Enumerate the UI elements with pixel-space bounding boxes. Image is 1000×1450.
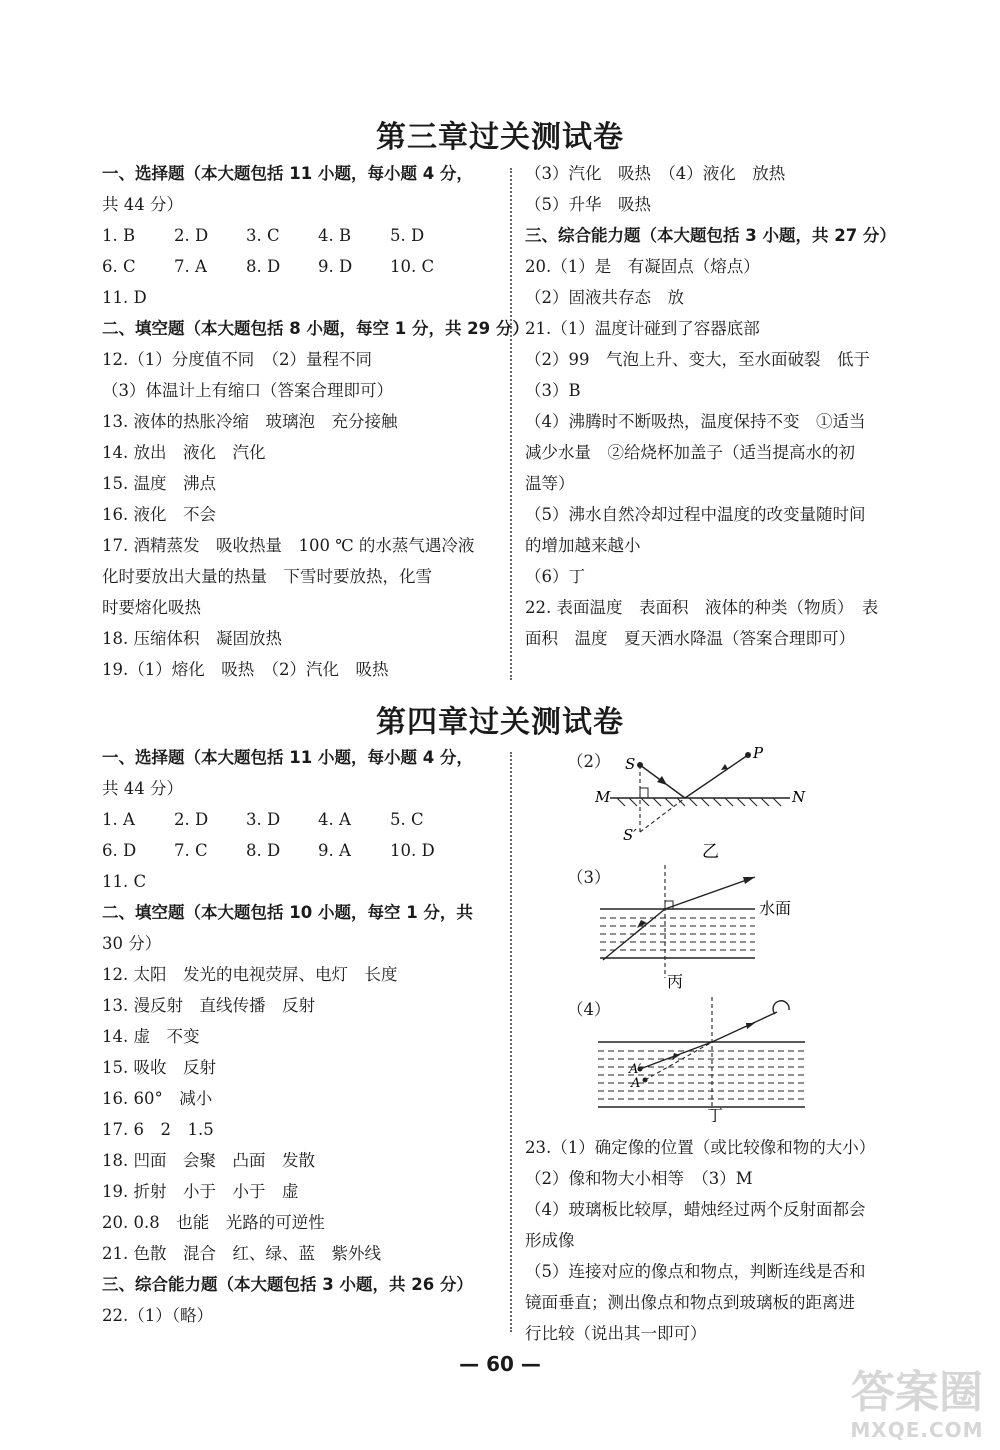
watermark-bottom: MXQE.COM: [850, 1418, 984, 1442]
answer-line: 14. 放出 液化 汽化: [102, 443, 266, 462]
answer-choice: 8. D: [246, 257, 281, 276]
answer-choice: 4. B: [318, 226, 352, 245]
answer-line: 镜面垂直；测出像点和物点到玻璃板的距离进: [525, 1293, 855, 1312]
answer-grid-row: [102, 808, 462, 832]
answer-choice: 1. B: [102, 226, 136, 245]
answer-line: 12.（1）分度值不同 （2）量程不同: [102, 350, 372, 369]
figure3-number: （3）: [567, 868, 611, 887]
answer-line: 三、综合能力题（本大题包括 3 小题，共 27 分）: [525, 226, 896, 245]
answer-line: 21.（1）温度计碰到了容器底部: [525, 319, 760, 338]
answer-line: 面积 温度 夏天洒水降温（答案合理即可）: [525, 629, 855, 648]
answer-choice: 8. D: [246, 841, 281, 860]
answer-choice: 10. D: [390, 841, 435, 860]
figure4-refraction-diagram: [595, 992, 815, 1122]
answer-line: 三、综合能力题（本大题包括 3 小题，共 26 分）: [102, 1275, 473, 1294]
point-A-prime-label: A′: [629, 1062, 642, 1077]
column-divider: [510, 168, 512, 680]
answer-choice: 2. D: [174, 810, 209, 829]
point-M-label: M: [595, 788, 611, 806]
answer-line: 的增加越来越小: [525, 536, 641, 555]
answer-choice: 7. A: [174, 257, 207, 276]
answer-line: 15. 吸收 反射: [102, 1058, 216, 1077]
answer-line: 减少水量 ②给烧杯加盖子（适当提高水的初: [525, 443, 855, 462]
answer-choice: 6. C: [102, 257, 136, 276]
answer-line: （5）升华 吸热: [525, 195, 651, 214]
answer-line: 16. 液化 不会: [102, 505, 216, 524]
figure3-refraction-diagram: [595, 860, 815, 990]
figure4-caption: 丁: [707, 1106, 724, 1122]
answer-line: 15. 温度 沸点: [102, 474, 216, 493]
answer-choice: 10. C: [390, 257, 435, 276]
answer-line: 13. 漫反射 直线传播 反射: [102, 996, 315, 1015]
answer-line: 共 44 分）: [102, 195, 183, 214]
figure2-reflection-diagram: [595, 740, 825, 860]
answer-choice: 9. A: [318, 841, 351, 860]
answer-line: 化时要放出大量的热量 下雪时要放热，化雪: [102, 567, 432, 586]
answer-line: 行比较（说出其一即可）: [525, 1324, 707, 1343]
answer-line: 30 分）: [102, 934, 162, 953]
answer-line: 21. 色散 混合 红、绿、蓝 紫外线: [102, 1244, 381, 1263]
figure3-caption: 丙: [667, 972, 684, 990]
answer-line: 一、选择题（本大题包括 11 小题，每小题 4 分，: [102, 748, 473, 767]
answer-line: 22. 表面温度 表面积 液体的种类（物质） 表: [525, 598, 879, 617]
answer-line: 17. 6 2 1.5: [102, 1120, 214, 1139]
answer-line: 19. 折射 小于 小于 虚: [102, 1182, 299, 1201]
answer-line: （2）99 气泡上升、变大，至水面破裂 低于: [525, 350, 870, 369]
answer-line: 22.（1）（略）: [102, 1306, 213, 1325]
answer-line: （2）像和物大小相等 （3）M: [525, 1169, 753, 1188]
answer-line: 11. D: [102, 288, 147, 307]
answer-line: 二、填空题（本大题包括 10 小题，每空 1 分，共: [102, 903, 473, 922]
answer-line: （3）体温计上有缩口（答案合理即可）: [102, 381, 393, 400]
answer-choice: 9. D: [318, 257, 353, 276]
answer-line: （3）B: [525, 381, 581, 400]
answer-line: （5）连接对应的像点和物点，判断连线是否和: [525, 1262, 866, 1281]
answer-choice: 4. A: [318, 810, 351, 829]
answer-line: 18. 压缩体积 凝固放热: [102, 629, 282, 648]
answer-line: 11. C: [102, 872, 147, 891]
answer-line: 一、选择题（本大题包括 11 小题，每小题 4 分，: [102, 164, 473, 183]
answer-choice: 6. D: [102, 841, 137, 860]
answer-line: （5）沸水自然冷却过程中温度的改变量随时间: [525, 505, 866, 524]
answer-line: 12. 太阳 发光的电视荧屏、电灯 长度: [102, 965, 398, 984]
point-N-label: N: [792, 788, 806, 806]
answer-line: 二、填空题（本大题包括 8 小题，每空 1 分，共 29 分）: [102, 319, 529, 338]
answer-choice: 3. D: [246, 810, 281, 829]
point-S-label: S: [625, 755, 636, 773]
answer-line: 形成像: [525, 1231, 575, 1250]
answer-grid-row: [102, 255, 462, 279]
answer-line: 19.（1）熔化 吸热 （2）汽化 吸热: [102, 660, 389, 679]
answer-line: （4）玻璃板比较厚，蜡烛经过两个反射面都会: [525, 1200, 866, 1219]
answer-grid-row: [102, 224, 462, 248]
answer-line: （6）丁: [525, 567, 585, 586]
water-surface-label: 水面: [759, 899, 792, 918]
answer-line: 20. 0.8 也能 光路的可逆性: [102, 1213, 325, 1232]
point-P-label: P: [753, 744, 764, 762]
column-divider: [510, 752, 512, 1332]
answer-grid-row: [102, 839, 462, 863]
answer-line: （2）固液共存态 放: [525, 288, 684, 307]
answer-line: 20.（1）是 有凝固点（熔点）: [525, 257, 760, 276]
watermark-top: 答案圈: [851, 1367, 983, 1418]
chapter4-title: 第四章过关测试卷: [376, 705, 624, 740]
answer-line: 共 44 分）: [102, 779, 183, 798]
figure2-number: （2）: [567, 752, 611, 771]
page-number: — 60 —: [459, 1352, 541, 1376]
figure2-caption: 乙: [702, 842, 719, 860]
answer-line: 23.（1）确定像的位置（或比较像和物的大小）: [525, 1138, 876, 1157]
answer-choice: 3. C: [246, 226, 280, 245]
answer-line: 16. 60° 减小: [102, 1089, 213, 1108]
image-S-prime-label: S′: [623, 826, 637, 844]
chapter3-title: 第三章过关测试卷: [376, 120, 624, 155]
answer-line: 14. 虚 不变: [102, 1027, 200, 1046]
answer-line: 时要熔化吸热: [102, 598, 201, 617]
figure4-number: （4）: [567, 1000, 611, 1019]
answer-choice: 5. C: [390, 810, 424, 829]
answer-choice: 7. C: [174, 841, 208, 860]
answer-line: （3）汽化 吸热 （4）液化 放热: [525, 164, 786, 183]
answer-choice: 2. D: [174, 226, 209, 245]
answer-line: 温等）: [525, 474, 575, 493]
watermark: [842, 1368, 992, 1442]
answer-choice: 1. A: [102, 810, 135, 829]
answer-line: 13. 液体的热胀冷缩 玻璃泡 充分接触: [102, 412, 398, 431]
point-A-label: A: [631, 1076, 641, 1091]
answer-line: （4）沸腾时不断吸热，温度保持不变 ①适当: [525, 412, 866, 431]
answer-line: 17. 酒精蒸发 吸收热量 100 ℃ 的水蒸气遇冷液: [102, 536, 475, 555]
answer-line: 18. 凹面 会聚 凸面 发散: [102, 1151, 315, 1170]
answer-choice: 5. D: [390, 226, 425, 245]
